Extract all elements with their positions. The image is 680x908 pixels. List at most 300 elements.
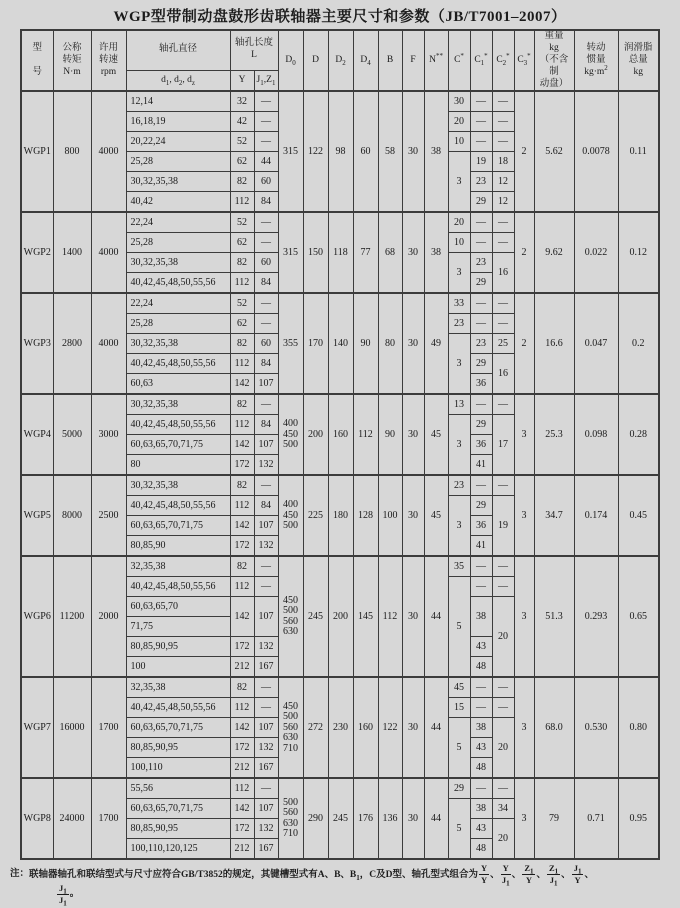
cell-d0: 400 450 500: [278, 475, 303, 556]
cell-model: WGP7: [21, 677, 53, 778]
cell-f: 30: [402, 91, 424, 212]
cell-b: 90: [378, 394, 402, 475]
cell-bore-diameter: 32,35,38: [126, 677, 230, 698]
cell-bore-diameter: 30,32,35,38: [126, 253, 230, 273]
cell-length-y: 142: [230, 799, 254, 819]
cell-c2: 20: [492, 597, 514, 678]
header-d0: $D_0$: [278, 30, 303, 91]
cell-c1: —: [470, 778, 492, 799]
cell-length-y: 112: [230, 778, 254, 799]
cell-weight: 25.3: [534, 394, 574, 475]
cell-speed: 4000: [91, 91, 126, 212]
cell-model: WGP5: [21, 475, 53, 556]
cell-bore-diameter: 60,63,65,70,71,75: [126, 799, 230, 819]
cell-c2: 18: [492, 152, 514, 172]
cell-length-jz: —: [254, 212, 278, 233]
cell-b: 112: [378, 556, 402, 677]
cell-f: 30: [402, 778, 424, 859]
cell-grease: 0.11: [618, 91, 659, 212]
cell-length-jz: 84: [254, 192, 278, 213]
cell-bore-diameter: 80: [126, 455, 230, 476]
cell-d: 170: [303, 293, 328, 394]
cell-grease: 0.45: [618, 475, 659, 556]
cell-n: 49: [424, 293, 448, 394]
table-row: [21, 475, 659, 496]
cell-c2: 17: [492, 415, 514, 476]
cell-length-y: 42: [230, 112, 254, 132]
cell-bore-diameter: 71,75: [126, 617, 230, 637]
cell-bore-diameter: 40,42,45,48,50,55,56: [126, 354, 230, 374]
cell-c1: —: [470, 132, 492, 152]
cell-length-y: 172: [230, 536, 254, 557]
cell-length-y: 82: [230, 475, 254, 496]
table-row: [21, 677, 659, 698]
cell-speed: 1700: [91, 677, 126, 778]
cell-c1: —: [470, 677, 492, 698]
cell-c2: —: [492, 677, 514, 698]
cell-c1: 43: [470, 738, 492, 758]
cell-d2: 140: [328, 293, 353, 394]
cell-c2: 25: [492, 334, 514, 354]
cell-c2: —: [492, 132, 514, 152]
cell-c: 35: [448, 556, 470, 577]
cell-speed: 2000: [91, 556, 126, 677]
table-row: [21, 778, 659, 799]
cell-d: 290: [303, 778, 328, 859]
coupling-parameters-table: [20, 29, 660, 860]
footnote-prefix: 注：: [10, 869, 30, 880]
cell-length-y: 62: [230, 314, 254, 334]
cell-torque: 24000: [53, 778, 91, 859]
footnote-text: 联轴器轴孔和联结型式与尺寸应符合GB/T3852的规定，其键槽型式有A、B、$B_1$，C及D型、轴孔型式组合为: [29, 869, 478, 882]
cell-weight: 16.6: [534, 293, 574, 394]
table-row: [21, 394, 659, 415]
header-speed: 许用 转速 rpm: [91, 30, 126, 91]
cell-d0: 315: [278, 212, 303, 293]
cell-bore-diameter: 60,63,65,70,71,75: [126, 435, 230, 455]
cell-d2: 245: [328, 778, 353, 859]
bore-combination-fractions: $\frac{Y}{Y}$ 、 $\frac{Y}{J_1}$ 、 $\frac{Z_1}{Y}$ 、 $\frac{Z_1}{J_1}$ 、 $\frac{J_1}{Y}$ 、: [481, 863, 594, 888]
cell-d4: 160: [353, 677, 378, 778]
cell-c1: 23: [470, 172, 492, 192]
cell-torque: 11200: [53, 556, 91, 677]
cell-b: 68: [378, 212, 402, 293]
cell-f: 30: [402, 556, 424, 677]
cell-c2: —: [492, 394, 514, 415]
footnote-line2: [56, 883, 674, 908]
header-d2: $D_2$: [328, 30, 353, 91]
cell-c: 13: [448, 394, 470, 415]
cell-length-y: 82: [230, 677, 254, 698]
cell-c3: 3: [514, 677, 534, 778]
cell-grease: 0.95: [618, 778, 659, 859]
cell-length-jz: —: [254, 556, 278, 577]
cell-d0: 355: [278, 293, 303, 394]
cell-weight: 68.0: [534, 677, 574, 778]
cell-d4: 90: [353, 293, 378, 394]
cell-c2: —: [492, 112, 514, 132]
header-c3: $C_3^*$: [514, 30, 534, 91]
table-row: [21, 556, 659, 577]
cell-inertia: 0.530: [574, 677, 618, 778]
cell-b: 80: [378, 293, 402, 394]
cell-f: 30: [402, 212, 424, 293]
cell-c1: 29: [470, 415, 492, 435]
cell-bore-diameter: 60,63: [126, 374, 230, 395]
cell-inertia: 0.71: [574, 778, 618, 859]
cell-grease: 0.28: [618, 394, 659, 475]
cell-c1: —: [470, 233, 492, 253]
cell-length-y: 82: [230, 253, 254, 273]
cell-bore-diameter: 100: [126, 657, 230, 678]
cell-torque: 1400: [53, 212, 91, 293]
cell-c: 3: [448, 415, 470, 476]
cell-length-jz: 107: [254, 718, 278, 738]
cell-length-y: 82: [230, 556, 254, 577]
cell-grease: 0.12: [618, 212, 659, 293]
cell-c1: —: [470, 212, 492, 233]
footnote-suffix: 。: [69, 889, 80, 900]
cell-d2: 98: [328, 91, 353, 212]
cell-c3: 2: [514, 91, 534, 212]
header-c: C*: [448, 30, 470, 91]
cell-bore-diameter: 60,63,65,70,71,75: [126, 516, 230, 536]
bore-type-fraction: $\frac{Z_1}{J_1}$: [549, 863, 559, 888]
cell-bore-diameter: 30,32,35,38: [126, 475, 230, 496]
cell-torque: 8000: [53, 475, 91, 556]
cell-d4: 112: [353, 394, 378, 475]
cell-speed: 4000: [91, 212, 126, 293]
cell-n: 44: [424, 677, 448, 778]
cell-length-y: 62: [230, 152, 254, 172]
cell-length-jz: 107: [254, 435, 278, 455]
cell-model: WGP6: [21, 556, 53, 677]
cell-length-jz: 60: [254, 334, 278, 354]
cell-inertia: 0.0078: [574, 91, 618, 212]
header-grease: 润滑脂 总量 kg: [618, 30, 659, 91]
cell-inertia: 0.293: [574, 556, 618, 677]
cell-c1: —: [470, 314, 492, 334]
cell-torque: 16000: [53, 677, 91, 778]
header-bore-length: 轴孔长度 L: [230, 30, 278, 70]
cell-bore-diameter: 100,110,120,125: [126, 839, 230, 860]
cell-c: 10: [448, 233, 470, 253]
cell-length-y: 142: [230, 718, 254, 738]
cell-length-jz: —: [254, 677, 278, 698]
cell-c2: 19: [492, 496, 514, 557]
header-bore-diameter: 轴孔直径: [126, 30, 230, 70]
cell-n: 38: [424, 91, 448, 212]
cell-speed: 1700: [91, 778, 126, 859]
cell-length-y: 172: [230, 637, 254, 657]
cell-length-jz: —: [254, 314, 278, 334]
cell-bore-diameter: 22,24: [126, 293, 230, 314]
cell-length-y: 142: [230, 597, 254, 637]
cell-d4: 60: [353, 91, 378, 212]
cell-c2: —: [492, 212, 514, 233]
cell-d0: 450 500 560 630 710: [278, 677, 303, 778]
cell-bore-diameter: 100,110: [126, 758, 230, 779]
cell-c: 5: [448, 577, 470, 678]
cell-n: 45: [424, 475, 448, 556]
cell-c3: 3: [514, 778, 534, 859]
bore-type-fraction: $\frac{Y}{Y}$: [481, 863, 488, 885]
cell-bore-diameter: 40,42,45,48,50,55,56: [126, 496, 230, 516]
cell-d: 272: [303, 677, 328, 778]
cell-length-jz: 132: [254, 738, 278, 758]
cell-c1: —: [470, 112, 492, 132]
cell-c1: —: [470, 475, 492, 496]
cell-c: 15: [448, 698, 470, 718]
cell-length-jz: 84: [254, 415, 278, 435]
cell-c2: 12: [492, 192, 514, 213]
cell-length-y: 52: [230, 293, 254, 314]
cell-c: 3: [448, 496, 470, 557]
cell-d: 122: [303, 91, 328, 212]
cell-d: 150: [303, 212, 328, 293]
cell-bore-diameter: 80,85,90: [126, 536, 230, 557]
cell-length-y: 52: [230, 132, 254, 152]
cell-c1: 38: [470, 718, 492, 738]
cell-length-jz: 84: [254, 354, 278, 374]
cell-c1: 36: [470, 516, 492, 536]
cell-c1: —: [470, 698, 492, 718]
cell-weight: 34.7: [534, 475, 574, 556]
bore-type-fraction: $\frac{J_1}{J_1}$: [59, 883, 67, 908]
cell-d2: 160: [328, 394, 353, 475]
cell-c: 5: [448, 718, 470, 779]
cell-bore-diameter: 80,85,90,95: [126, 637, 230, 657]
cell-c: 23: [448, 475, 470, 496]
cell-b: 122: [378, 677, 402, 778]
cell-torque: 2800: [53, 293, 91, 394]
cell-n: 38: [424, 212, 448, 293]
cell-model: WGP4: [21, 394, 53, 475]
cell-c: 3: [448, 253, 470, 294]
cell-c1: 38: [470, 799, 492, 819]
cell-d4: 176: [353, 778, 378, 859]
cell-c1: 23: [470, 253, 492, 273]
header-c1: $C_1^*$: [470, 30, 492, 91]
cell-d2: 200: [328, 556, 353, 677]
cell-c3: 3: [514, 475, 534, 556]
cell-c1: 23: [470, 334, 492, 354]
cell-weight: 79: [534, 778, 574, 859]
cell-length-jz: —: [254, 475, 278, 496]
table-body: [21, 91, 659, 859]
cell-bore-diameter: 32,35,38: [126, 556, 230, 577]
cell-b: 136: [378, 778, 402, 859]
cell-length-jz: 167: [254, 839, 278, 860]
cell-model: WGP2: [21, 212, 53, 293]
cell-length-y: 112: [230, 415, 254, 435]
cell-c1: 29: [470, 496, 492, 516]
cell-length-y: 212: [230, 839, 254, 860]
cell-c3: 2: [514, 212, 534, 293]
cell-length-jz: 132: [254, 536, 278, 557]
cell-c: 20: [448, 212, 470, 233]
cell-c: 3: [448, 152, 470, 213]
cell-c2: 20: [492, 718, 514, 779]
cell-length-jz: 132: [254, 455, 278, 476]
cell-f: 30: [402, 293, 424, 394]
cell-length-y: 212: [230, 758, 254, 779]
cell-length-jz: —: [254, 577, 278, 597]
cell-d: 245: [303, 556, 328, 677]
cell-length-jz: 107: [254, 374, 278, 395]
cell-bore-diameter: 25,28: [126, 152, 230, 172]
cell-model: WGP8: [21, 778, 53, 859]
cell-c1: —: [470, 577, 492, 597]
cell-c2: 16: [492, 354, 514, 395]
cell-bore-diameter: 80,85,90,95: [126, 819, 230, 839]
cell-length-jz: 167: [254, 758, 278, 779]
cell-c: 5: [448, 799, 470, 860]
cell-bore-diameter: 40,42: [126, 192, 230, 213]
cell-grease: 0.65: [618, 556, 659, 677]
cell-c1: 29: [470, 273, 492, 294]
cell-n: 44: [424, 556, 448, 677]
cell-c3: 2: [514, 293, 534, 394]
cell-n: 45: [424, 394, 448, 475]
cell-bore-diameter: 80,85,90,95: [126, 738, 230, 758]
cell-bore-diameter: 30,32,35,38: [126, 334, 230, 354]
cell-c1: 41: [470, 455, 492, 476]
cell-c: 45: [448, 677, 470, 698]
cell-c: 20: [448, 112, 470, 132]
cell-d4: 145: [353, 556, 378, 677]
cell-c: 23: [448, 314, 470, 334]
cell-d0: 500 560 630 710: [278, 778, 303, 859]
cell-length-y: 82: [230, 394, 254, 415]
cell-length-y: 172: [230, 455, 254, 476]
cell-bore-diameter: 20,22,24: [126, 132, 230, 152]
cell-length-y: 112: [230, 273, 254, 294]
cell-d2: 118: [328, 212, 353, 293]
header-length-y: Y: [230, 70, 254, 91]
cell-length-y: 112: [230, 698, 254, 718]
cell-c: 29: [448, 778, 470, 799]
cell-c2: 34: [492, 799, 514, 819]
cell-c2: —: [492, 314, 514, 334]
cell-d2: 180: [328, 475, 353, 556]
cell-c1: 29: [470, 192, 492, 213]
cell-length-jz: 107: [254, 799, 278, 819]
cell-length-jz: 132: [254, 637, 278, 657]
cell-length-jz: —: [254, 91, 278, 112]
cell-d2: 230: [328, 677, 353, 778]
cell-inertia: 0.047: [574, 293, 618, 394]
cell-c3: 3: [514, 556, 534, 677]
cell-torque: 800: [53, 91, 91, 212]
cell-b: 100: [378, 475, 402, 556]
table-row: [21, 293, 659, 314]
cell-length-y: 172: [230, 738, 254, 758]
cell-length-y: 212: [230, 657, 254, 678]
cell-d0: 400 450 500: [278, 394, 303, 475]
cell-length-jz: —: [254, 698, 278, 718]
cell-length-jz: 107: [254, 516, 278, 536]
cell-c2: —: [492, 475, 514, 496]
cell-f: 30: [402, 394, 424, 475]
cell-bore-diameter: 25,28: [126, 233, 230, 253]
cell-c1: —: [470, 91, 492, 112]
cell-length-y: 82: [230, 172, 254, 192]
cell-length-jz: —: [254, 394, 278, 415]
cell-c2: —: [492, 293, 514, 314]
cell-speed: 4000: [91, 293, 126, 394]
cell-bore-diameter: 12,14: [126, 91, 230, 112]
cell-length-jz: 84: [254, 273, 278, 294]
cell-bore-diameter: 40,42,45,48,50,55,56: [126, 415, 230, 435]
cell-length-y: 52: [230, 212, 254, 233]
cell-length-y: 82: [230, 334, 254, 354]
cell-length-y: 142: [230, 435, 254, 455]
cell-grease: 0.80: [618, 677, 659, 778]
cell-length-y: 32: [230, 91, 254, 112]
cell-c: 3: [448, 334, 470, 395]
table-row: [21, 212, 659, 233]
cell-bore-diameter: 40,42,45,48,50,55,56: [126, 698, 230, 718]
cell-n: 44: [424, 778, 448, 859]
cell-c1: —: [470, 394, 492, 415]
cell-bore-diameter: 30,32,35,38: [126, 172, 230, 192]
cell-c: 30: [448, 91, 470, 112]
cell-bore-diameter: 40,42,45,48,50,55,56: [126, 273, 230, 294]
cell-c2: —: [492, 778, 514, 799]
cell-c1: 48: [470, 657, 492, 678]
cell-c2: 12: [492, 172, 514, 192]
cell-bore-diameter: 55,56: [126, 778, 230, 799]
header-model: 型 号: [21, 30, 53, 91]
footnote: [10, 863, 674, 908]
cell-length-jz: 107: [254, 597, 278, 637]
table-header: [21, 30, 659, 91]
cell-length-jz: —: [254, 293, 278, 314]
cell-speed: 2500: [91, 475, 126, 556]
cell-length-jz: —: [254, 233, 278, 253]
cell-grease: 0.2: [618, 293, 659, 394]
bore-type-fraction: $\frac{J_1}{Y}$: [573, 863, 582, 885]
bore-type-fraction: $\frac{Y}{J_1}$: [501, 863, 510, 888]
cell-b: 58: [378, 91, 402, 212]
cell-d4: 128: [353, 475, 378, 556]
cell-length-jz: 84: [254, 496, 278, 516]
cell-c1: 41: [470, 536, 492, 557]
cell-c1: —: [470, 556, 492, 577]
cell-bore-diameter: 16,18,19: [126, 112, 230, 132]
cell-model: WGP1: [21, 91, 53, 212]
cell-length-jz: 44: [254, 152, 278, 172]
cell-length-y: 112: [230, 354, 254, 374]
cell-c2: —: [492, 91, 514, 112]
header-b: B: [378, 30, 402, 91]
cell-c2: —: [492, 698, 514, 718]
cell-length-jz: —: [254, 112, 278, 132]
header-weight: 重量 kg （不含制 动盘）: [534, 30, 574, 91]
header-inertia: 转动 惯量 $kg\cdot m^2$: [574, 30, 618, 91]
page-title: WGP型带制动盘鼓形齿联轴器主要尺寸和参数（JB/T7001–2007）: [113, 9, 567, 25]
cell-bore-diameter: 25,28: [126, 314, 230, 334]
cell-c1: —: [470, 293, 492, 314]
header-f: F: [402, 30, 424, 91]
cell-c1: 43: [470, 637, 492, 657]
cell-c1: 48: [470, 758, 492, 779]
cell-weight: 9.62: [534, 212, 574, 293]
cell-length-jz: 132: [254, 819, 278, 839]
cell-length-y: 142: [230, 516, 254, 536]
header-torque: 公称 转矩 N·m: [53, 30, 91, 91]
